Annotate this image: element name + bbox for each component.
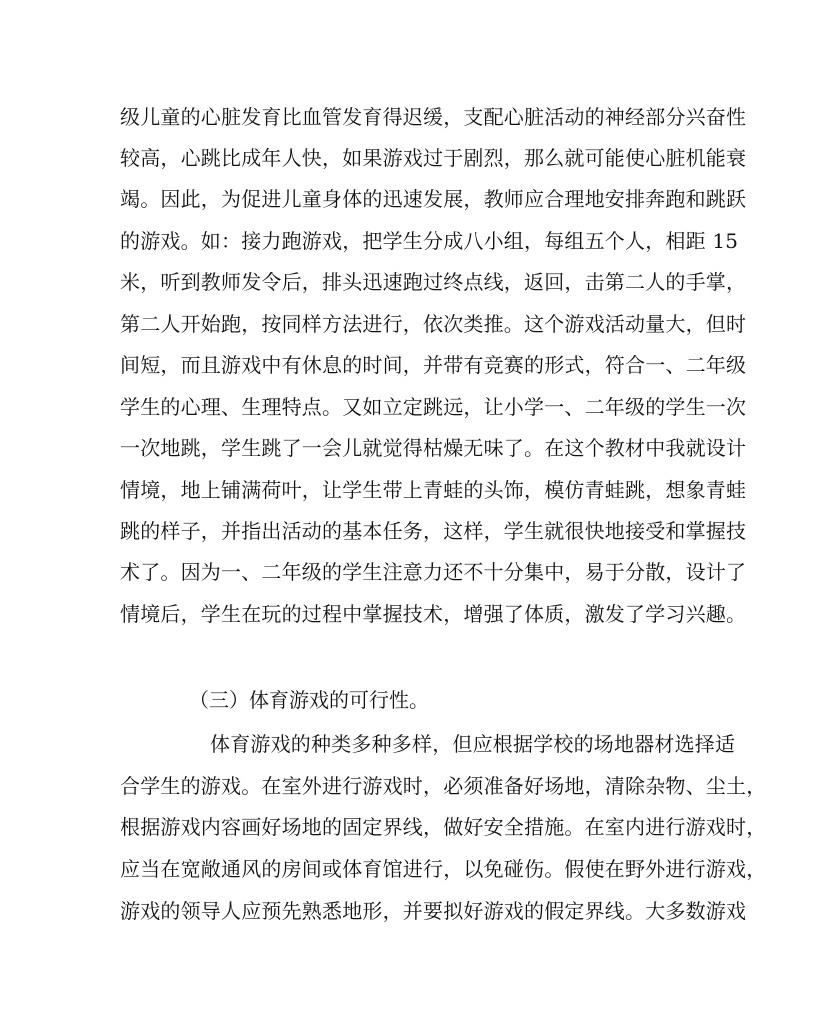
section-heading: （三）体育游戏的可行性。	[189, 688, 429, 712]
paragraph-1-line-7: 间短，而且游戏中有休息的时间，并带有竞赛的形式，符合一、二年级	[120, 353, 747, 377]
paragraph-1-line-5: 米，听到教师发令后，排头迅速跑过终点线，返回，击第二人的手掌，	[120, 270, 747, 294]
paragraph-1-line-8: 学生的心理、生理特点。又如立定跳远，让小学一、二年级的学生一次	[120, 395, 747, 419]
paragraph-1-line-11: 跳的样子，并指出活动的基本任务，这样，学生就很快地接受和掌握技	[120, 519, 747, 543]
paragraph-2-line-3: 根据游戏内容画好场地的固定界线，做好安全措施。在室内进行游戏时，	[120, 815, 767, 839]
paragraph-2-line-1: 体育游戏的种类多种多样，但应根据学校的场地器材选择适	[210, 732, 736, 756]
paragraph-1-line-13: 情境后，学生在玩的过程中掌握技术，增强了体质，激发了学习兴趣。	[120, 602, 747, 626]
paragraph-1-line-9: 一次地跳，学生跳了一会儿就觉得枯燥无味了。在这个教材中我就设计	[120, 436, 747, 460]
paragraph-1-line-6: 第二人开始跑，按同样方法进行，依次类推。这个游戏活动量大，但时	[120, 312, 747, 336]
paragraph-1-line-4: 的游戏。如：接力跑游戏，把学生分成八小组，每组五个人，相距 15	[120, 229, 739, 253]
paragraph-1-line-2: 较高，心跳比成年人快，如果游戏过于剧烈，那么就可能使心脏机能衰	[120, 146, 747, 170]
paragraph-1-line-1: 级儿童的心脏发育比血管发育得迟缓，支配心脏活动的神经部分兴奋性	[120, 105, 747, 129]
paragraph-2-line-5: 游戏的领导人应预先熟悉地形，并要拟好游戏的假定界线。大多数游戏	[120, 899, 747, 923]
paragraph-1-line-3: 竭。因此，为促进儿童身体的迅速发展，教师应合理地安排奔跑和跳跃	[120, 187, 747, 211]
paragraph-2-line-4: 应当在宽敞通风的房间或体育馆进行，以免碰伤。假使在野外进行游戏，	[120, 857, 767, 881]
paragraph-1-line-10: 情境，地上铺满荷叶，让学生带上青蛙的头饰，模仿青蛙跳，想象青蛙	[120, 478, 747, 502]
paragraph-1-line-12: 术了。因为一、二年级的学生注意力还不十分集中，易于分散，设计了	[120, 560, 747, 584]
paragraph-2-line-2: 合学生的游戏。在室外进行游戏时，必须准备好场地，清除杂物、尘土，	[120, 774, 767, 798]
